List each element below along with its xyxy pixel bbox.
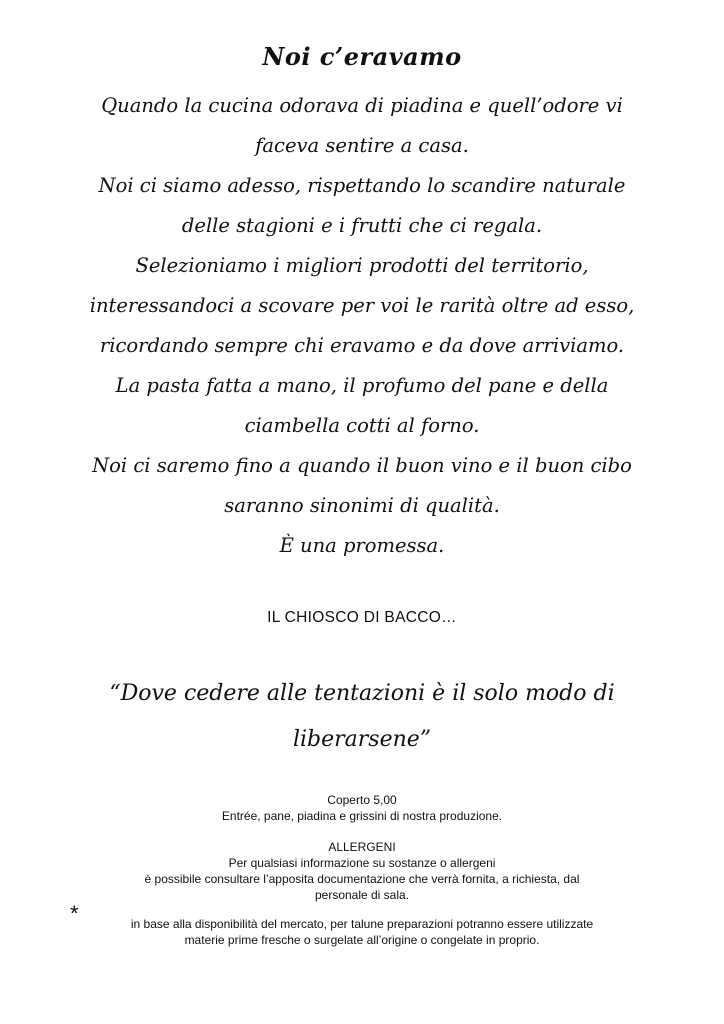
allergeni-heading: ALLERGENI (328, 840, 396, 854)
allergeni-line: è possibile consultare l’apposita documentazione che verrà fornita, a richiesta, dal (144, 872, 580, 886)
note-line: in base alla disponibilità del mercato, per talune preparazioni potranno essere utilizzate (130, 917, 594, 931)
poem-line: Quando la cucina odorava di piadina e quell’odore vi (101, 94, 623, 117)
poem-line: La pasta fatta a mano, il profumo del pane e della (115, 374, 609, 397)
page-title: Noi c’eravamo (262, 42, 462, 71)
quote (40, 674, 684, 766)
poem-line: ciambella cotti al forno. (244, 414, 480, 437)
poem-line: Selezioniamo i migliori prodotti del territorio, (135, 254, 589, 277)
poem-line: È una promessa. (279, 534, 445, 557)
allergeni-section (60, 839, 664, 903)
allergeni-line: Per qualsiasi informazione su sostanze o allergeni (228, 856, 496, 870)
poem-line: saranno sinonimi di qualità. (224, 494, 500, 517)
quote-line: “Dove cedere alle tentazioni è il solo modo di (109, 681, 615, 706)
coperto-description: Entrée, pane, piadina e grissini di nostra produzione. (221, 809, 503, 823)
poem-line: delle stagioni e i frutti che ci regala. (181, 214, 543, 237)
note-line: materie prime fresche o surgelate all’origine o congelate in proprio. (184, 933, 540, 947)
restaurant-name: IL CHIOSCO DI BACCO… (267, 609, 457, 626)
poem-line: faceva sentire a casa. (255, 134, 469, 157)
availability-note (60, 901, 664, 948)
poem-line: interessandoci a scovare per voi le rarità oltre ad esso, (89, 294, 635, 317)
poem-line: ricordando sempre chi eravamo e da dove arriviamo. (99, 334, 625, 357)
poem-line: Noi ci saremo fino a quando il buon vino e il buon cibo (92, 454, 632, 477)
coperto-section (60, 792, 664, 824)
coperto-price: Coperto 5,00 (327, 793, 397, 807)
quote-line: liberarsene” (292, 727, 432, 752)
allergeni-line: personale di sala. (314, 888, 410, 902)
asterisk-icon: * (70, 901, 79, 926)
intro-poem (40, 90, 684, 570)
poem-line: Noi ci siamo adesso, rispettando lo scandire naturale (98, 174, 626, 197)
